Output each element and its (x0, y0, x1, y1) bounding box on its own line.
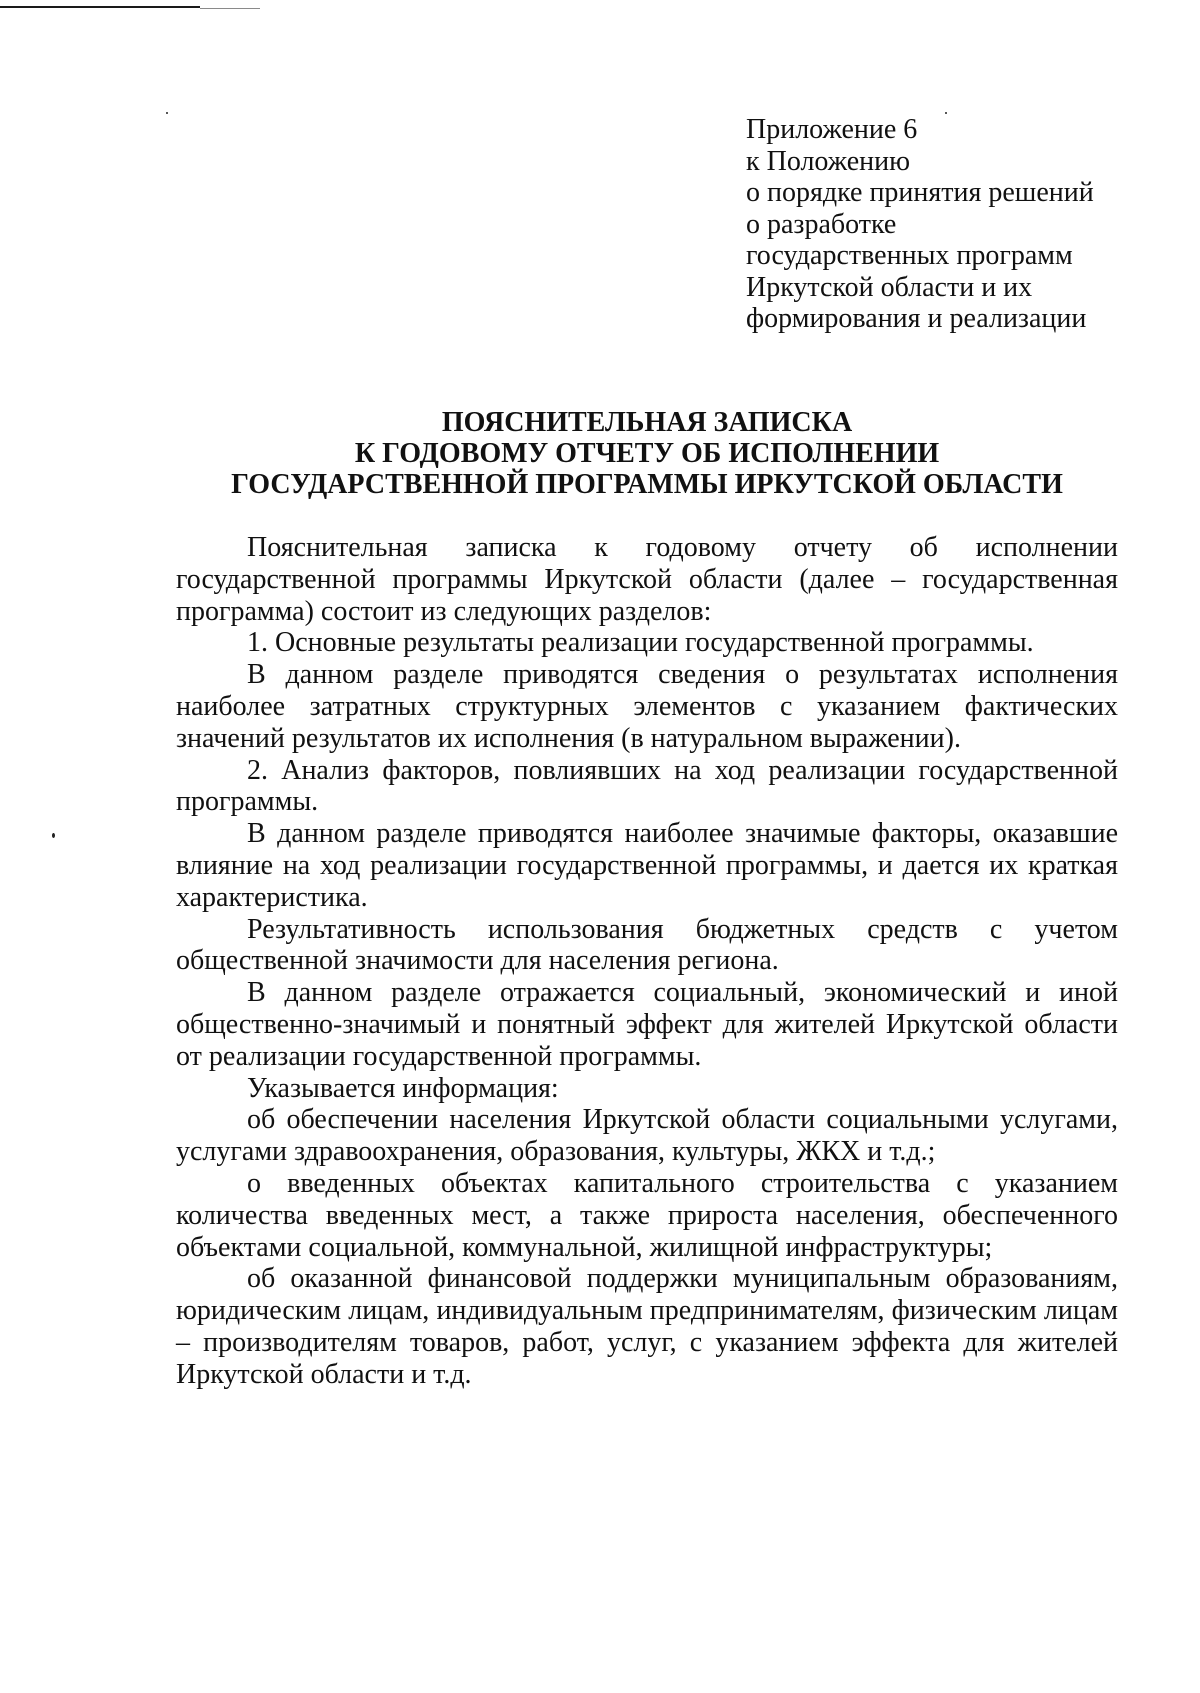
scan-speck (166, 112, 168, 114)
title-line: К ГОДОВОМУ ОТЧЕТУ ОБ ИСПОЛНЕНИИ (354, 438, 940, 469)
body-paragraph: об обеспечении населения Иркутской области социальными услугами, услугами здравоохранения, образования, культуры, ЖКХ и т.д.; (176, 1104, 1118, 1168)
appendix-note (746, 114, 1166, 335)
appendix-line: государственных программ (746, 240, 1073, 271)
title-line: ПОЯСНИТЕЛЬНАЯ ЗАПИСКА (441, 407, 853, 438)
body-paragraph: В данном разделе отражается социальный, экономический и иной общественно-значимый и понятный эффект для жителей Иркутской области от реализации государственной программы. (176, 977, 1118, 1072)
appendix-line: формирования и реализации (746, 303, 1087, 334)
document-body (176, 532, 1118, 1391)
body-paragraph: В данном разделе приводятся наиболее значимые факторы, оказавшие влияние на ход реализации государственной программы, и дается их краткая характеристика. (176, 818, 1118, 913)
body-paragraph: Пояснительная записка к годовому отчету об исполнении государственной программы Иркутской области (далее – государственная программа) состоит из следующих разделов: (176, 532, 1118, 627)
body-paragraph: Результативность использования бюджетных средств с учетом общественной значимости для населения региона. (176, 913, 1118, 977)
appendix-line: Иркутской области и их (746, 271, 1033, 303)
body-paragraph: об оказанной финансовой поддержки муниципальным образованиям, юридическим лицам, индивидуальным предпринимателям, физическим лицам – производителям товаров, работ, услуг, с указанием эффекта для жителей Иркутской области и т.д. (176, 1263, 1118, 1390)
body-paragraph: о введенных объектах капитального строительства с указанием количества введенных мест, а также прироста населения, обеспеченного объектами социальной, коммунальной, жилищной инфраструктуры; (176, 1167, 1118, 1263)
appendix-line: к Положению (746, 145, 911, 177)
scan-edge-line (0, 6, 200, 8)
appendix-line: о порядке принятия решений (746, 177, 1094, 208)
scan-speck (52, 833, 55, 838)
body-paragraph: 1. Основные результаты реализации государственной программы. (247, 627, 1034, 659)
scan-edge-line-faint (200, 8, 260, 9)
document-title (170, 407, 1124, 500)
appendix-line: о разработке (746, 208, 897, 240)
body-paragraph: Указывается информация: (247, 1072, 559, 1104)
body-paragraph: 2. Анализ факторов, повлиявших на ход реализации государственной программы. (176, 754, 1118, 818)
appendix-line: Приложение 6 (746, 114, 918, 145)
title-line: ГОСУДАРСТВЕННОЙ ПРОГРАММЫ ИРКУТСКОЙ ОБЛАСТИ (231, 469, 1063, 500)
body-paragraph: В данном разделе приводятся сведения о результатах исполнения наиболее затратных структурных элементов с указанием фактических значений результатов их исполнения (в натуральном выражении). (176, 659, 1118, 754)
